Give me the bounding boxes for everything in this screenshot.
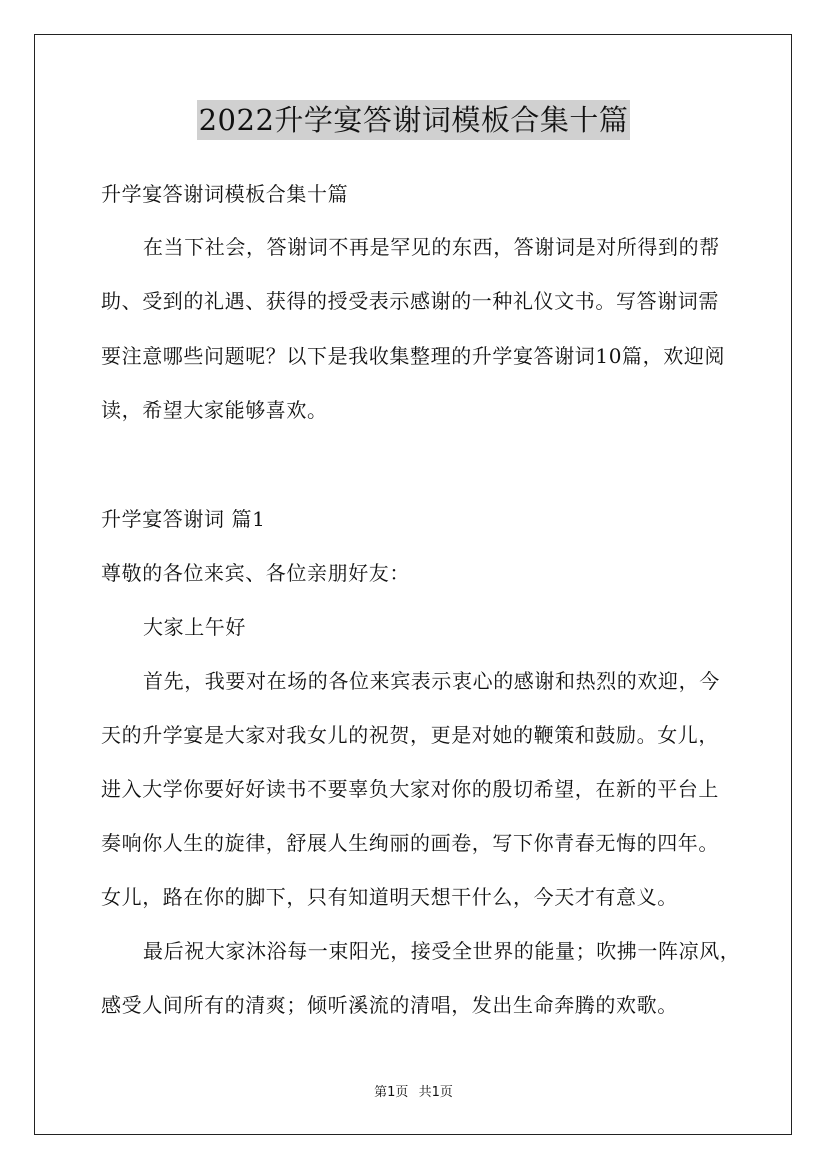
page-footer (0, 1084, 827, 1102)
greeting: 大家上午好 (143, 615, 246, 639)
salutation: 尊敬的各位来宾、各位亲朋好友： (101, 561, 410, 585)
intro-line-4: 读，希望大家能够喜欢。 (101, 398, 328, 422)
intro-line-2: 助、受到的礼遇、获得的授受表示感谢的一种礼仪文书。写答谢词需 (101, 289, 719, 313)
closing-line-1: 最后祝大家沐浴每一束阳光，接受全世界的能量；吹拂一阵凉风， (143, 939, 741, 963)
body-line-5: 女儿，路在你的脚下，只有知道明天想干什么，今天才有意义。 (101, 885, 678, 909)
body-line-3: 进入大学你要好好读书不要辜负大家对你的殷切希望，在新的平台上 (101, 777, 719, 801)
intro-line-3: 要注意哪些问题呢？以下是我收集整理的升学宴答谢词10篇，欢迎阅 (101, 344, 726, 368)
document-subtitle: 升学宴答谢词模板合集十篇 (101, 182, 349, 206)
page-number: 第1页 (374, 1085, 409, 1100)
page-total: 共1页 (418, 1085, 453, 1100)
title-container (0, 100, 827, 140)
section-heading: 升学宴答谢词 篇1 (101, 507, 266, 531)
body-line-2: 天的升学宴是大家对我女儿的祝贺，更是对她的鞭策和鼓励。女儿， (101, 723, 719, 747)
body-line-1: 首先，我要对在场的各位来宾表示衷心的感谢和热烈的欢迎，今 (143, 669, 720, 693)
intro-line-1: 在当下社会，答谢词不再是罕见的东西，答谢词是对所得到的帮 (143, 235, 720, 259)
closing-line-2: 感受人间所有的清爽；倾听溪流的清唱，发出生命奔腾的欢歌。 (101, 993, 678, 1017)
document-title: 2022升学宴答谢词模板合集十篇 (197, 100, 631, 140)
body-line-4: 奏响你人生的旋律，舒展人生绚丽的画卷，写下你青春无悔的四年。 (101, 831, 719, 855)
